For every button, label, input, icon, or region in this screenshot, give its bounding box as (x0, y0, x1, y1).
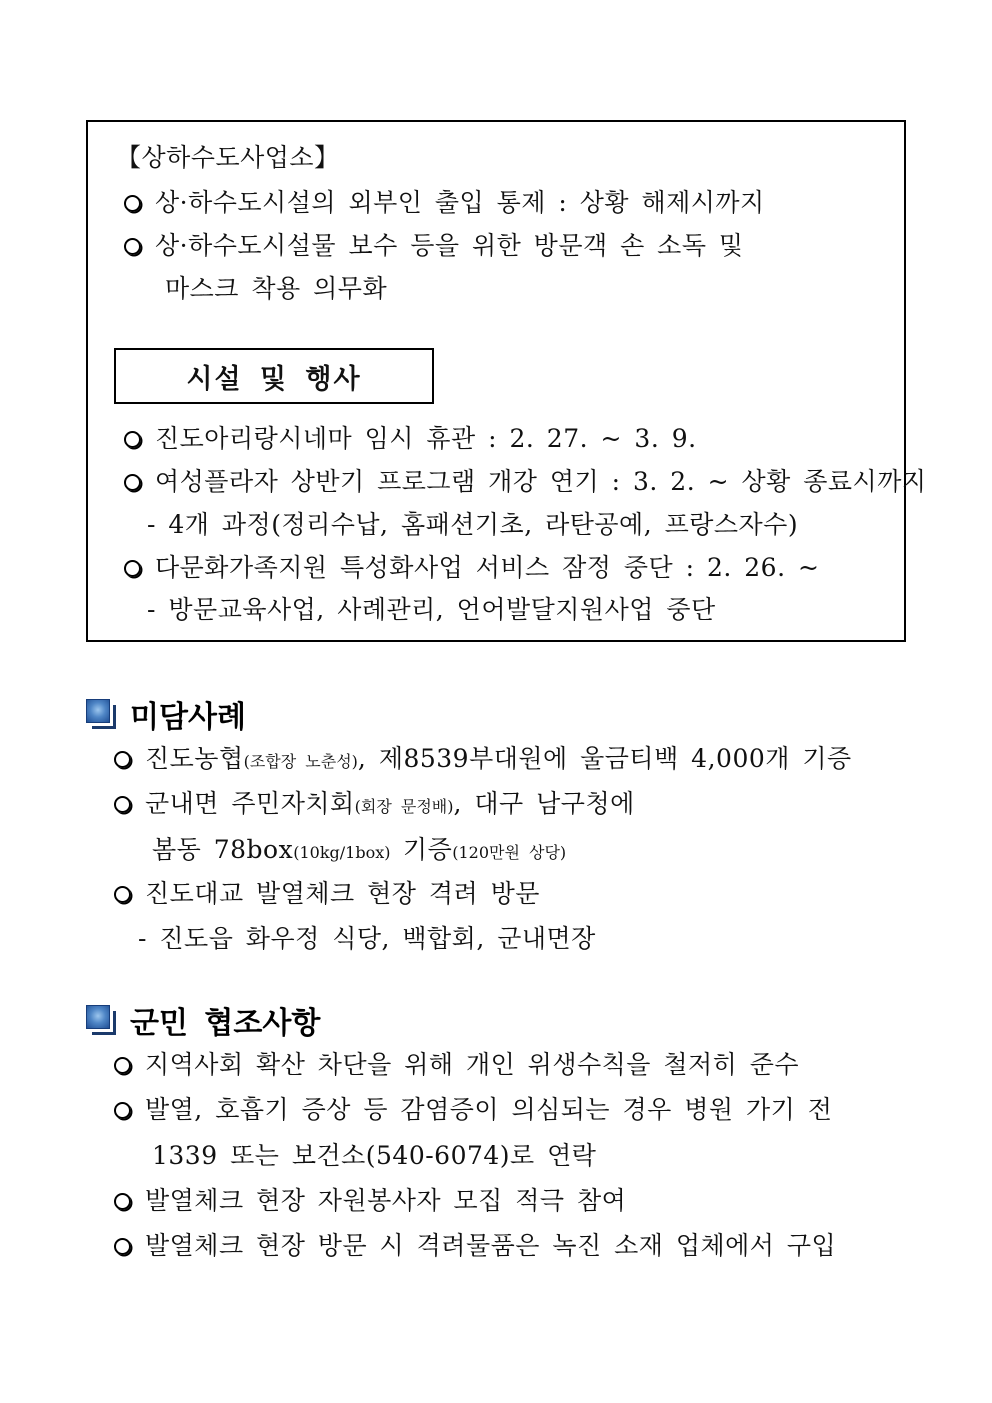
facility-item-3: 다문화가족지원 특성화사업 서비스 잠정 중단 : 2. 26. ~ (124, 553, 819, 583)
circle-bullet-icon (114, 751, 131, 768)
blue-square-icon (86, 699, 116, 729)
circle-bullet-icon (124, 431, 141, 448)
circle-bullet-icon (114, 1057, 131, 1074)
facility-item-3-sub: - 방문교육사업, 사례관리, 언어발달지원사업 중단 (147, 595, 716, 624)
good-deed-item-3: 진도대교 발열체크 현장 격려 방문 (114, 879, 540, 909)
facility-item-1: 진도아리랑시네마 임시 휴관 : 2. 27. ~ 3. 9. (124, 424, 697, 454)
circle-bullet-icon (114, 1238, 131, 1255)
water-item-2-continuation: 마스크 착용 의무화 (165, 274, 388, 303)
circle-bullet-icon (114, 1102, 131, 1119)
facility-item-2-sub: - 4개 과정(정리수납, 홈패션기초, 라탄공예, 프랑스자수) (147, 510, 799, 539)
water-item-2: 상·하수도시설물 보수 등을 위한 방문객 손 소독 및 (124, 231, 744, 261)
facility-item-2: 여성플라자 상반기 프로그램 개강 연기 : 3. 2. ~ 상황 종료시까지 (124, 467, 927, 497)
facility-title-box (114, 348, 434, 404)
section-heading-citizen-cooperation: 군민 협조사항 (86, 998, 320, 1042)
section-heading-good-deeds: 미담사례 (86, 692, 246, 736)
circle-bullet-icon (124, 238, 141, 255)
good-deed-item-2-continuation: 봄동 78box(10kg/1box) 기증(120만원 상당) (152, 835, 567, 864)
circle-bullet-icon (114, 1193, 131, 1210)
good-deed-item-1: 진도농협(조합장 노춘성), 제8539부대원에 울금티백 4,000개 기증 (114, 744, 852, 777)
water-item-1: 상·하수도시설의 외부인 출입 통제 : 상황 해제시까지 (124, 188, 765, 218)
circle-bullet-icon (114, 886, 131, 903)
cooperation-item-2-continuation: 1339 또는 보건소(540-6074)로 연락 (152, 1141, 597, 1170)
circle-bullet-icon (124, 474, 141, 491)
cooperation-item-3: 발열체크 현장 자원봉사자 모집 적극 참여 (114, 1186, 626, 1216)
circle-bullet-icon (124, 195, 141, 212)
good-deed-item-2: 군내면 주민자치회(회장 문정배), 대구 남구청에 (114, 789, 635, 822)
blue-square-icon (86, 1005, 116, 1035)
water-dept-header: 【상하수도사업소】 (116, 143, 340, 172)
good-deed-item-3-sub: - 진도읍 화우정 식당, 백합회, 군내면장 (138, 924, 596, 953)
cooperation-item-2: 발열, 호흡기 증상 등 감염증이 의심되는 경우 병원 가기 전 (114, 1095, 832, 1125)
cooperation-item-4: 발열체크 현장 방문 시 격려물품은 녹진 소재 업체에서 구입 (114, 1231, 836, 1261)
cooperation-item-1: 지역사회 확산 차단을 위해 개인 위생수칙을 철저히 준수 (114, 1050, 799, 1080)
facility-title: 시설 및 행사 (186, 363, 362, 395)
circle-bullet-icon (124, 560, 141, 577)
circle-bullet-icon (114, 796, 131, 813)
